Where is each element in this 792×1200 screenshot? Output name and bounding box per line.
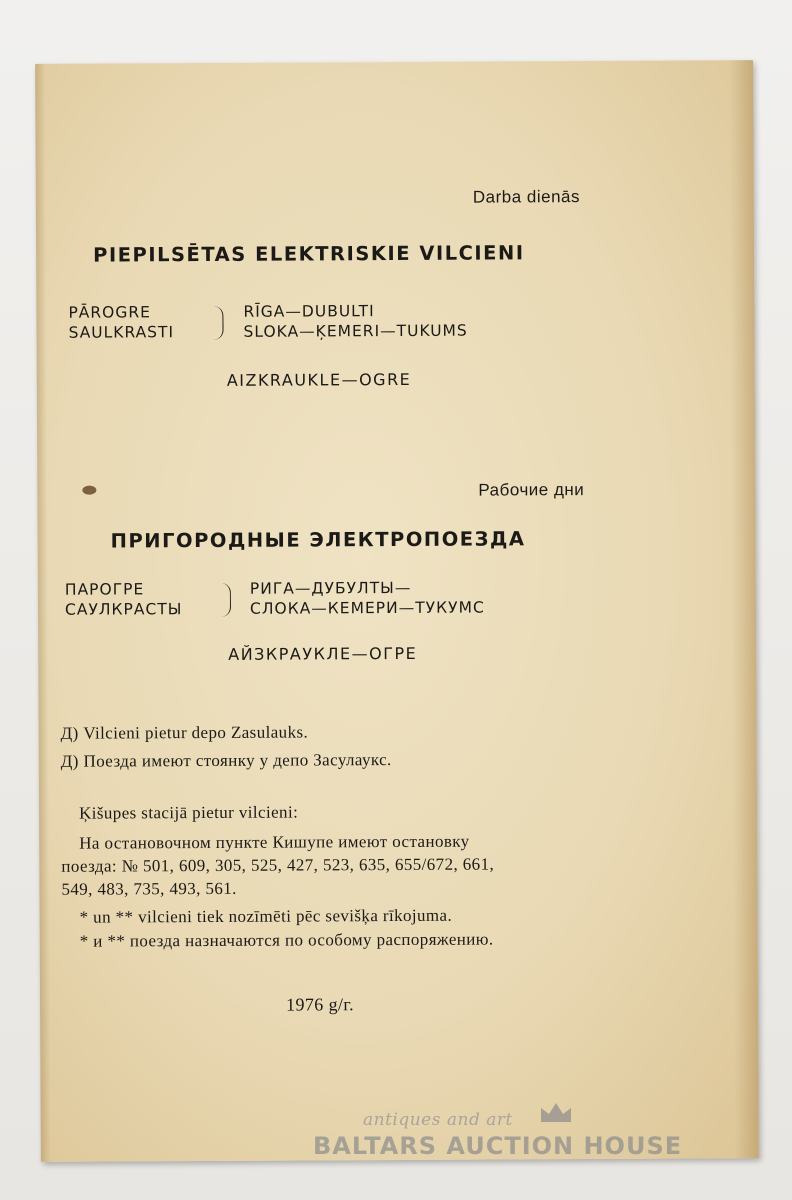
russian-days-label: Рабочие дни bbox=[478, 480, 585, 500]
latvian-extra-route: AIZKRAUKLE—OGRE bbox=[226, 369, 412, 390]
russian-title: ПРИГОРОДНЫЕ ЭЛЕКТРОПОЕЗДА bbox=[110, 527, 526, 553]
russian-right-item-2: СЛОКА—КЕМЕРИ—ТУКУМС bbox=[249, 598, 485, 618]
latvian-right-item-1: RĪGA—DUBULTI bbox=[243, 302, 375, 321]
kisupe-note-russian-line-1: На остановочном пункте Кишупе имеют остановку bbox=[79, 831, 470, 853]
watermark-tagline: antiques and art bbox=[363, 1110, 513, 1130]
kisupe-note-russian-line-3: 549, 483, 735, 493, 561. bbox=[61, 878, 237, 899]
auction-watermark bbox=[305, 1110, 725, 1170]
latvian-left-item-1: PĀROGRE bbox=[68, 303, 151, 322]
russian-left-item-2: САУЛКРАСТЫ bbox=[64, 600, 183, 619]
russian-brace bbox=[220, 583, 231, 617]
watermark-name: BALTARS AUCTION HOUSE bbox=[313, 1132, 683, 1160]
crown-icon bbox=[538, 1100, 574, 1124]
russian-right-item-1: РИГА—ДУБУЛТЫ— bbox=[249, 578, 412, 598]
russian-left-item-1: ПАРОГРЕ bbox=[64, 580, 145, 599]
special-note-russian: * и ** поезда назначаются по особому распоряжению. bbox=[79, 929, 494, 951]
depot-note-russian: Д) Поезда имеют стоянку у депо Засулаукс. bbox=[60, 750, 392, 771]
booklet-cover bbox=[35, 60, 759, 1162]
special-note-latvian: * un ** vilcieni tiek nozīmēti pēc sevišķa rīkojuma. bbox=[79, 905, 453, 927]
kisupe-note-latvian: Ķišupes stacijā pietur vilcieni: bbox=[79, 802, 299, 823]
paper-stain bbox=[82, 486, 96, 495]
publication-year: 1976 g/г. bbox=[286, 994, 355, 1015]
latvian-left-item-2: SAULKRASTI bbox=[68, 323, 175, 342]
latvian-title: PIEPILSĒTAS ELEKTRISKIE VILCIENI bbox=[93, 241, 525, 267]
russian-extra-route: АЙЗКРАУКЛЕ—ОГРЕ bbox=[228, 643, 418, 664]
latvian-right-item-2: SLOKA—ĶEMERI—TUKUMS bbox=[243, 321, 468, 341]
latvian-days-label: Darba dienās bbox=[472, 187, 581, 207]
kisupe-note-russian-line-2: поезда: № 501, 609, 305, 525, 427, 523, 635, 655/672, 661, bbox=[61, 854, 495, 876]
depot-note-latvian: Д) Vilcieni pietur depo Zasulauks. bbox=[60, 722, 309, 743]
latvian-brace bbox=[212, 306, 223, 340]
